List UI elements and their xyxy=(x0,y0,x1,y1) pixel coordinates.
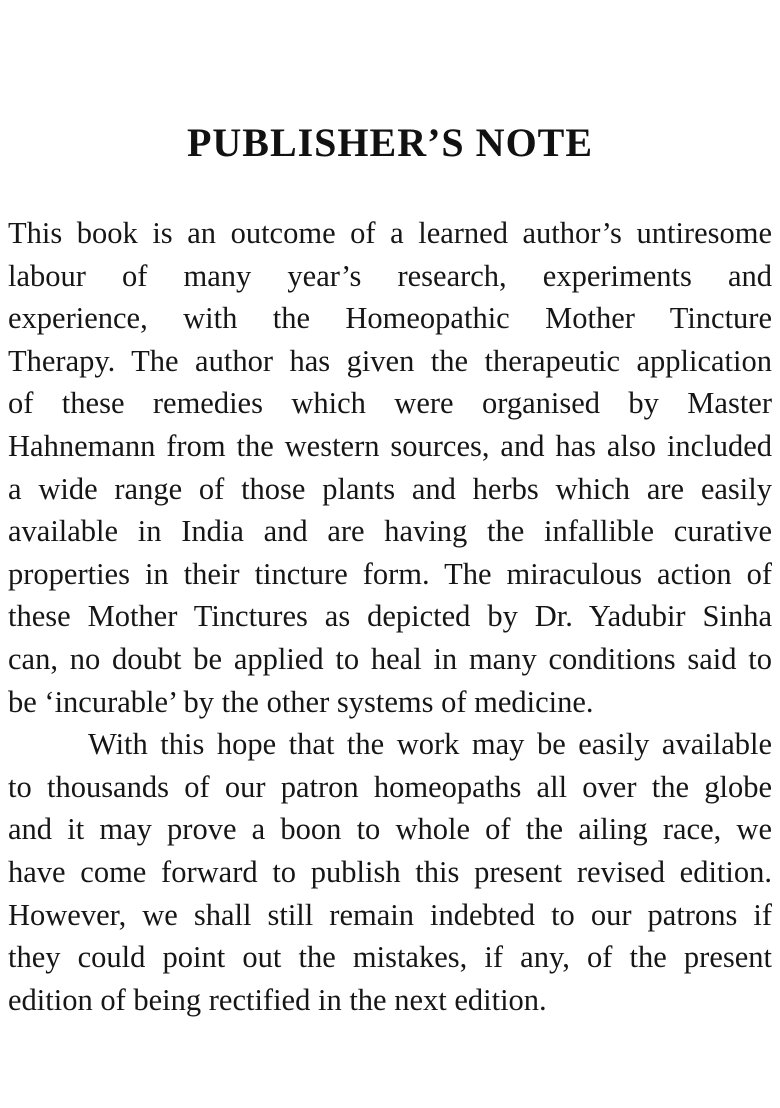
text-line: However, we shall still remain indebted to our patrons if xyxy=(8,897,772,932)
text-line: available in India and are having the infallible curative xyxy=(8,514,772,549)
text-line: properties in their tincture form. The miraculous action of xyxy=(8,556,772,591)
text-line: experience, with the Homeopathic Mother Tincture xyxy=(8,301,772,336)
text-line: they could point out the mistakes, if any, of the present xyxy=(8,940,772,975)
text-line: a wide range of those plants and herbs which are easily xyxy=(8,471,772,506)
text-line: With this hope that the work may be easily available xyxy=(88,727,772,762)
text-line: be ‘incurable’ by the other systems of medicine. xyxy=(8,684,594,719)
text-line: This book is an outcome of a learned author’s untiresome xyxy=(8,216,772,250)
paragraph-2 xyxy=(8,723,772,1021)
text-line: have come forward to publish this present revised edition. xyxy=(8,854,772,889)
page-title: PUBLISHER’S NOTE xyxy=(186,119,594,165)
text-line: edition of being rectified in the next edition. xyxy=(8,982,547,1017)
text-line: Therapy. The author has given the therapeutic application xyxy=(8,343,772,378)
publisher-note-body xyxy=(8,212,772,1021)
text-line: these Mother Tinctures as depicted by Dr. Yadubir Sinha xyxy=(8,599,772,634)
text-line: of these remedies which were organised by Master xyxy=(8,386,772,421)
text-line: to thousands of our patron homeopaths all over the globe xyxy=(8,769,772,804)
text-line: labour of many year’s research, experiments and xyxy=(8,258,772,293)
text-line: can, no doubt be applied to heal in many conditions said to xyxy=(8,641,772,676)
paragraph-1 xyxy=(8,212,772,723)
text-line: Hahnemann from the western sources, and has also included xyxy=(8,428,772,463)
text-line: and it may prove a boon to whole of the ailing race, we xyxy=(8,812,772,847)
